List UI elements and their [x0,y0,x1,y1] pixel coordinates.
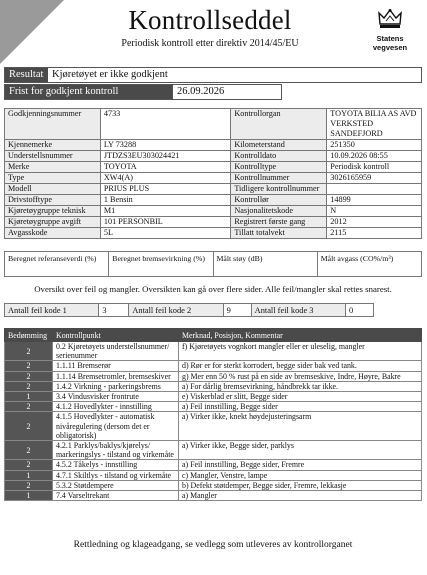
vehicle-field-label: Kontrolltype [231,162,327,173]
defects-header-checkpoint: Kontrollpunkt [53,329,179,342]
measurement-noise: Målt støy (dB) [213,252,317,276]
count-value-2: 9 [223,304,251,317]
measurement-brake-effect: Beregnet bremsevirkning (%) [108,252,212,276]
defect-severity-code: 2 [5,361,53,371]
defect-row [5,342,422,361]
defect-severity-code: 1 [5,470,53,480]
measurements-row [4,251,422,277]
vehicle-field-label: Merke [5,162,101,173]
defect-remark: a) Feil innstilling, Begge sider, Fremre [179,460,422,470]
vehicle-field-value: M1 [100,206,230,217]
defects-header-assessment: Bedømming [5,329,53,342]
vehicle-info-row [5,109,422,140]
defect-checkpoint: 4.2.1 Parklys/baklys/kjørelys/ markeringslys - tilstand og virkemåte [53,441,179,460]
crown-icon [377,8,403,32]
defect-severity-code: 2 [5,412,53,441]
defect-severity-code: 1 [5,392,53,402]
defect-severity-code: 2 [5,460,53,470]
vehicle-field-value: PRIUS PLUS [100,184,230,195]
vehicle-field-label: Modell [5,184,101,195]
defect-checkpoint: 7.4 Varseltrekant [53,491,179,501]
vehicle-field-value: LY 73288 [100,140,230,151]
vehicle-field-value: N [327,206,422,217]
vehicle-field-label: Registrert første gang [231,217,327,228]
vehicle-field-value: JTDZS3EU303024421 [100,151,230,162]
vehicle-field-label: Kontrollorgan [231,109,327,140]
vehicle-field-label: Tidligere kontrollnummer [231,184,327,195]
defect-row [5,412,422,441]
defect-counts-table [4,303,374,317]
vehicle-info-row [5,162,422,173]
defect-checkpoint: 1.1.11 Bremserør [53,361,179,371]
count-value-3: 0 [346,304,374,317]
defect-severity-code: 2 [5,441,53,460]
defect-row [5,480,422,490]
vehicle-field-label: Godkjenningsnummer [5,109,101,140]
defect-severity-code: 2 [5,480,53,490]
defect-remark: d) Rør er for sterkt korrodert, begge sider bak ved tank. [179,361,422,371]
defect-row [5,361,422,371]
footer-text: Rettledning og klageadgang, se vedlegg som utleveres av kontrollorganet [73,540,353,550]
document-subtitle: Periodisk kontroll etter direktiv 2014/45/EU [121,38,299,49]
vehicle-field-value: 10.09.2026 08:55 [327,151,422,162]
document-title: Kontrollseddel [128,5,292,35]
defect-row [5,371,422,381]
measurement-reference: Beregnet referanseverdi (%) [8,254,97,263]
vehicle-field-value: 101 PERSONBIL [100,217,230,228]
corner-triangle [0,0,64,64]
vehicle-field-label: Kontrollør [231,195,327,206]
vehicle-field-label: Kjøretøygruppe teknisk [5,206,101,217]
defects-header-remark: Merknad, Posisjon, Kommentar [179,329,422,342]
vehicle-field-value: XW4(A) [100,173,230,184]
overview-text: Oversikt over feil og mangler. Oversikten kan gå over flere sider. Alle feil/mangler skal rettes snarest. [34,284,392,294]
defect-remark: g) Mer enn 50 % rust på en side av bremseskive, Indre, Høyre, Bakre [179,371,422,381]
vehicle-info-row [5,173,422,184]
agency-logo [360,8,420,52]
vehicle-field-label: Avgasskode [5,228,101,239]
vehicle-info-row [5,195,422,206]
measurement-exhaust: Målt avgass (CO%/m³) [317,252,421,276]
vehicle-field-label: Nasjonalitetskode [231,206,327,217]
result-label: Resultat [5,68,48,82]
defect-row [5,392,422,402]
vehicle-field-value: TOYOTA [100,162,230,173]
vehicle-field-value: 1 Bensin [100,195,230,206]
defect-row [5,460,422,470]
defect-checkpoint: 4.1.2 Hovedlykter - innstilling [53,402,179,412]
defect-remark: a) Virker ikke, knekt høydejusteringsarm [179,412,422,441]
vehicle-info-row [5,184,422,195]
vehicle-field-value: 14899 [327,195,422,206]
vehicle-field-label: Type [5,173,101,184]
defect-checkpoint: 5.3.2 Støtdempere [53,480,179,490]
defect-row [5,491,422,501]
defect-remark: a) Mangler [179,491,422,501]
defect-checkpoint: 4.5.2 Tåkelys - innstilling [53,460,179,470]
defect-row [5,441,422,460]
defect-checkpoint: 4.7.1 Skiltlys - tilstand og virkemåte [53,470,179,480]
deadline-label: Frist for godkjent kontroll [5,85,172,99]
vehicle-field-label: Kjøretøygruppe avgift [5,217,101,228]
deadline-value: 26.09.2026 [172,85,281,99]
count-label-2: Antall feil kode 2 [129,304,223,317]
vehicle-field-value: 2012 [327,217,422,228]
deadline-row [4,84,282,100]
defect-remark: a) Virker ikke, Begge sider, parklys [179,441,422,460]
vehicle-info-row [5,140,422,151]
defect-remark: a) For dårlig bremsevirkning, håndbrekk tar ikke. [179,381,422,391]
vehicle-field-value [327,184,422,195]
vehicle-field-label: Understellsnummer [5,151,101,162]
defect-checkpoint: 3.4 Vindusvisker frontrute [53,392,179,402]
defect-severity-code: 1 [5,491,53,501]
vehicle-field-value: TOYOTA BILIA AS AVD VERKSTED SANDEFJORD [327,109,422,140]
vehicle-field-value: 251350 [327,140,422,151]
defect-remark: c) Mangler, Venstre, lampe [179,470,422,480]
defect-checkpoint: 0.2 Kjøretøyets understellsnummer/ serienummer [53,342,179,361]
defect-severity-code: 2 [5,342,53,361]
count-label-3: Antall feil kode 3 [251,304,345,317]
count-value-1: 3 [99,304,129,317]
defect-severity-code: 2 [5,402,53,412]
defect-checkpoint: 1.4.2 Virkning - parkeringsbrems [53,381,179,391]
defect-remark: b) Defekt støtdemper, Begge sider, Fremre, lekkasje [179,480,422,490]
vehicle-field-label: Kontrollnummer [231,173,327,184]
defect-severity-code: 2 [5,371,53,381]
defect-row [5,381,422,391]
defect-remark: a) Feil innstilling, Begge sider [179,402,422,412]
vehicle-field-value: 3026165959 [327,173,422,184]
defect-row [5,402,422,412]
vehicle-field-label: Tillatt totalvekt [231,228,327,239]
result-row [4,67,422,83]
vehicle-field-value: 4733 [100,109,230,140]
defect-remark: f) Kjøretøyets vognkort mangler eller er uleselig, mangler [179,342,422,361]
vehicle-field-label: Kontrolldato [231,151,327,162]
defect-checkpoint: 1.1.14 Bremsetromler, bremseskiver [53,371,179,381]
vehicle-field-label: Kjennemerke [5,140,101,151]
vehicle-info-row [5,206,422,217]
vehicle-field-label: Drivstofftype [5,195,101,206]
vehicle-field-label: Kilometerstand [231,140,327,151]
vehicle-field-value: 2115 [327,228,422,239]
result-value: Kjøretøyet er ikke godkjent [48,68,421,82]
count-label-1: Antall feil kode 1 [5,304,99,317]
vehicle-field-value: Periodisk kontroll [327,162,422,173]
defect-remark: e) Viskerblad er slitt, Begge sider [179,392,422,402]
vehicle-field-value: 5L [100,228,230,239]
vehicle-info-row [5,228,422,239]
agency-name: Statens vegvesen [372,34,408,52]
vehicle-info-row [5,151,422,162]
defects-table [4,328,422,501]
vehicle-info-row [5,217,422,228]
vehicle-info-table [4,108,422,239]
defect-row [5,470,422,480]
defect-checkpoint: 4.1.5 Hovedlykter - automatisk nivåregulering (dersom det er obligatorisk) [53,412,179,441]
defect-severity-code: 2 [5,381,53,391]
